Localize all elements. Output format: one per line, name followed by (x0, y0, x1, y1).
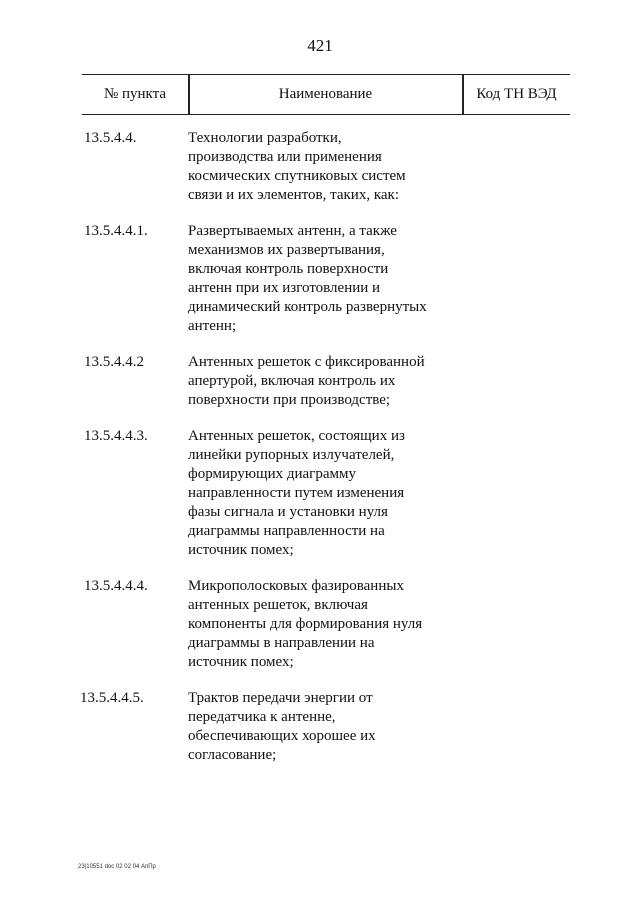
table-row (0, 222, 640, 336)
item-name: Технологии разработки, производства или применения космических спутниковых систем связи и их элементов, таких, как: (188, 130, 406, 203)
item-name: Трактов передачи энергии от передатчика к антенне, обеспечивающих хорошее их согласование; (188, 690, 376, 763)
item-number: 13.5.4.4.1. (84, 223, 148, 239)
table-row (0, 129, 640, 205)
table-row (0, 427, 640, 560)
footer-document-code: 23|10551 doc 02 02 04 АпПр (78, 864, 156, 870)
header-item-number: № пункта (103, 86, 167, 102)
table-header (82, 74, 570, 115)
item-name: Развертываемых антенн, а также механизмов их развертывания, включая контроль поверхности антенн при их изготовлении и динамический контроль развернутых антенн; (188, 223, 427, 334)
header-code: Код ТН ВЭД (476, 86, 557, 102)
item-name: Антенных решеток, состоящих из линейки рупорных излучателей, формирующих диаграмму направленности путем изменения фазы сигнала и установки нуля диаграммы направленности на источник помех; (188, 428, 405, 558)
table-body (0, 129, 640, 782)
header-name: Наименование (278, 86, 373, 102)
page-number: 421 (307, 36, 333, 55)
table-row (0, 353, 640, 410)
item-name: Микрополосковых фазированных антенных решеток, включая компоненты для формирования нуля диаграммы в направлении на источник помех; (188, 578, 423, 670)
item-number: 13.5.4.4.3. (84, 428, 148, 444)
item-number: 13.5.4.4.2 (84, 354, 144, 370)
table-row (0, 689, 640, 765)
table-row (0, 577, 640, 672)
item-number: 13.5.4.4.4. (84, 578, 148, 594)
item-number: 13.5.4.4. (84, 130, 137, 146)
item-number: 13.5.4.4.5. (80, 690, 144, 706)
item-name: Антенных решеток с фиксированной апертурой, включая контроль их поверхности при производстве; (188, 354, 425, 408)
